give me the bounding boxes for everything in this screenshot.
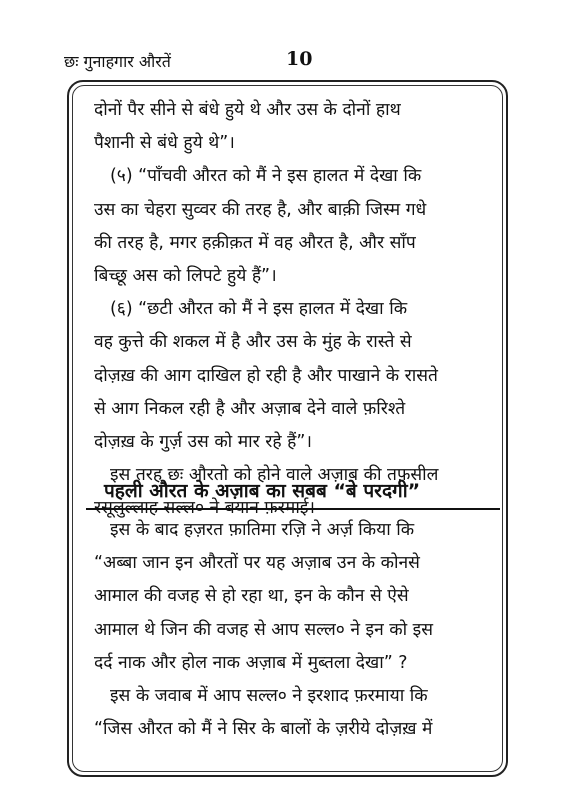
section-heading — [86, 476, 500, 512]
text-line: दोज़ख़ की आग दाखिल हो रही है और पाखाने के रासते — [94, 365, 438, 386]
text-line: इस के बाद हज़रत फ़ातिमा रज़ि ने अर्ज़ किया कि — [110, 520, 415, 540]
body-text-top — [94, 94, 490, 525]
body-text-bottom — [94, 514, 490, 746]
text-line: (६) “छटी औरत को मैं ने इस हालत में देखा कि — [110, 299, 408, 320]
section-heading-text: पहली औरत के अज़ाब का सबब “बे परदगी” — [104, 480, 421, 502]
text-line: की तरह है, मगर हक़ीक़त में वह औरत है, और साँप — [94, 232, 416, 253]
text-line: बिच्छू अस को लिपटे हुये हैं”। — [94, 265, 277, 286]
text-line: वह कुत्ते की शकल में है और उस के मुंह के रास्ते से — [94, 332, 412, 353]
text-line: इस के जवाब में आप सल्ल० ने इरशाद फ़रमाया कि — [110, 685, 428, 706]
running-head-title: छः गुनाहगार औरतें — [64, 52, 171, 71]
text-line: पैशानी से बंधे हुये थे”। — [94, 133, 235, 154]
page-header — [64, 48, 524, 74]
text-line: “अब्बा जान इन औरतों पर यह अज़ाब उन के कोनसे — [94, 553, 420, 574]
text-line: आमाल थे जिन की वजह से आप सल्ल० ने इन को इस — [94, 619, 433, 640]
text-line: रसूलुल्लाह सल्ल० ने बयान फ़रमाई। — [94, 498, 315, 519]
text-line: दोज़ख़ के गुर्ज़ उस को मार रहे हैं”। — [94, 431, 312, 452]
text-line: उस का चेहरा सुव्वर की तरह है, और बाक़ी जिस्म गधे — [94, 199, 427, 220]
text-line: आमाल की वजह से हो रहा था, इन के कौन से ऐसे — [94, 586, 409, 607]
text-line: “जिस औरत को मैं ने सिर के बालों के ज़रीये दोज़ख़ में — [94, 719, 433, 740]
text-line: दोनों पैर सीने से बंधे हुये थे और उस के दोनों हाथ — [94, 100, 401, 120]
text-line: (५) “पाँचवी औरत को मैं ने इस हालत में देखा कि — [110, 166, 422, 187]
text-line: इस तरह छः औरतो को होने वाले अज़ाब की तफ़सील — [110, 465, 439, 486]
section-heading-underline — [86, 508, 500, 510]
text-line: से आग निकल रही है और अज़ाब देने वाले फ़रिश्ते — [94, 398, 406, 419]
text-line: दर्द नाक और होल नाक अज़ाब में मुब्तला देखा” ? — [94, 652, 408, 673]
page-number: 10 — [286, 48, 313, 70]
